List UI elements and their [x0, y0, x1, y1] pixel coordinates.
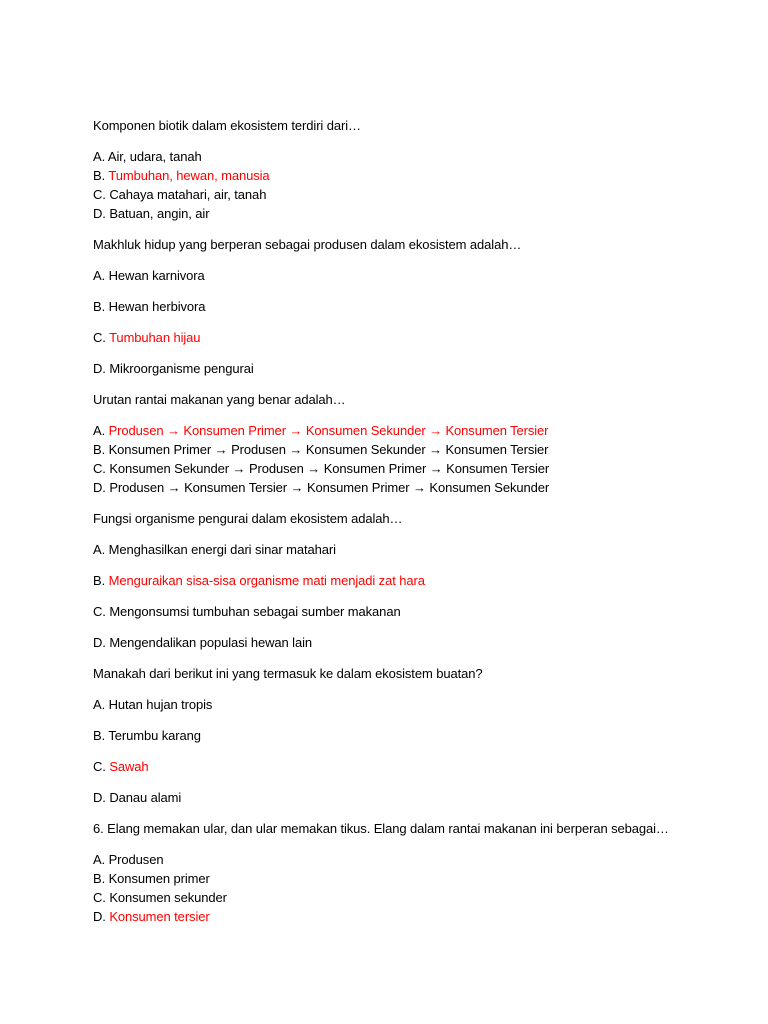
question-1-options	[93, 147, 733, 223]
question-4-options	[93, 540, 733, 652]
option-6c: C. Konsumen sekunder	[93, 890, 227, 905]
option-6a: A. Produsen	[93, 852, 164, 867]
question-1-text: Komponen biotik dalam ekosistem terdiri dari…	[93, 118, 361, 133]
question-6-options	[93, 850, 733, 926]
option-5b: B. Terumbu karang	[93, 728, 201, 743]
option-2c-answer: C. Tumbuhan hijau	[93, 330, 201, 345]
option-6d-answer: D. Konsumen tersier	[93, 909, 210, 924]
option-1d: D. Batuan, angin, air	[93, 206, 210, 221]
option-5c-answer: C. Sawah	[93, 759, 149, 774]
option-5d: D. Danau alami	[93, 790, 182, 805]
question-3-options	[93, 421, 733, 497]
option-1b-answer: B. Tumbuhan, hewan, manusia	[93, 168, 270, 183]
option-1c: C. Cahaya matahari, air, tanah	[93, 187, 267, 202]
question-4-text: Fungsi organisme pengurai dalam ekosistem adalah…	[93, 511, 403, 526]
option-2a: A. Hewan karnivora	[93, 268, 205, 283]
option-3a-answer: A. Produsen → Konsumen Primer → Konsumen Sekunder → Konsumen Tersier	[93, 423, 549, 438]
question-6-text: 6. Elang memakan ular, dan ular memakan tikus. Elang dalam rantai makanan ini berperan sebagai…	[93, 821, 669, 836]
question-2-text: Makhluk hidup yang berperan sebagai produsen dalam ekosistem adalah…	[93, 237, 522, 252]
option-3c: C. Konsumen Sekunder → Produsen → Konsumen Primer → Konsumen Tersier	[93, 461, 550, 476]
option-4b-answer: B. Menguraikan sisa-sisa organisme mati menjadi zat hara	[93, 573, 425, 588]
option-5a: A. Hutan hujan tropis	[93, 697, 213, 712]
option-4d: D. Mengendalikan populasi hewan lain	[93, 635, 312, 650]
option-1a: A. Air, udara, tanah	[93, 149, 202, 164]
question-2-options	[93, 266, 733, 378]
option-6b: B. Konsumen primer	[93, 871, 210, 886]
quiz-content	[93, 116, 733, 938]
option-3d: D. Produsen → Konsumen Tersier → Konsumen Primer → Konsumen Sekunder	[93, 480, 550, 495]
question-5-text: Manakah dari berikut ini yang termasuk ke dalam ekosistem buatan?	[93, 666, 483, 681]
option-4a: A. Menghasilkan energi dari sinar matahari	[93, 542, 336, 557]
question-5-options	[93, 695, 733, 807]
option-2d: D. Mikroorganisme pengurai	[93, 361, 254, 376]
question-3-text: Urutan rantai makanan yang benar adalah…	[93, 392, 346, 407]
option-2b: B. Hewan herbivora	[93, 299, 206, 314]
option-4c: C. Mengonsumsi tumbuhan sebagai sumber makanan	[93, 604, 401, 619]
option-3b: B. Konsumen Primer → Produsen → Konsumen Sekunder → Konsumen Tersier	[93, 442, 549, 457]
